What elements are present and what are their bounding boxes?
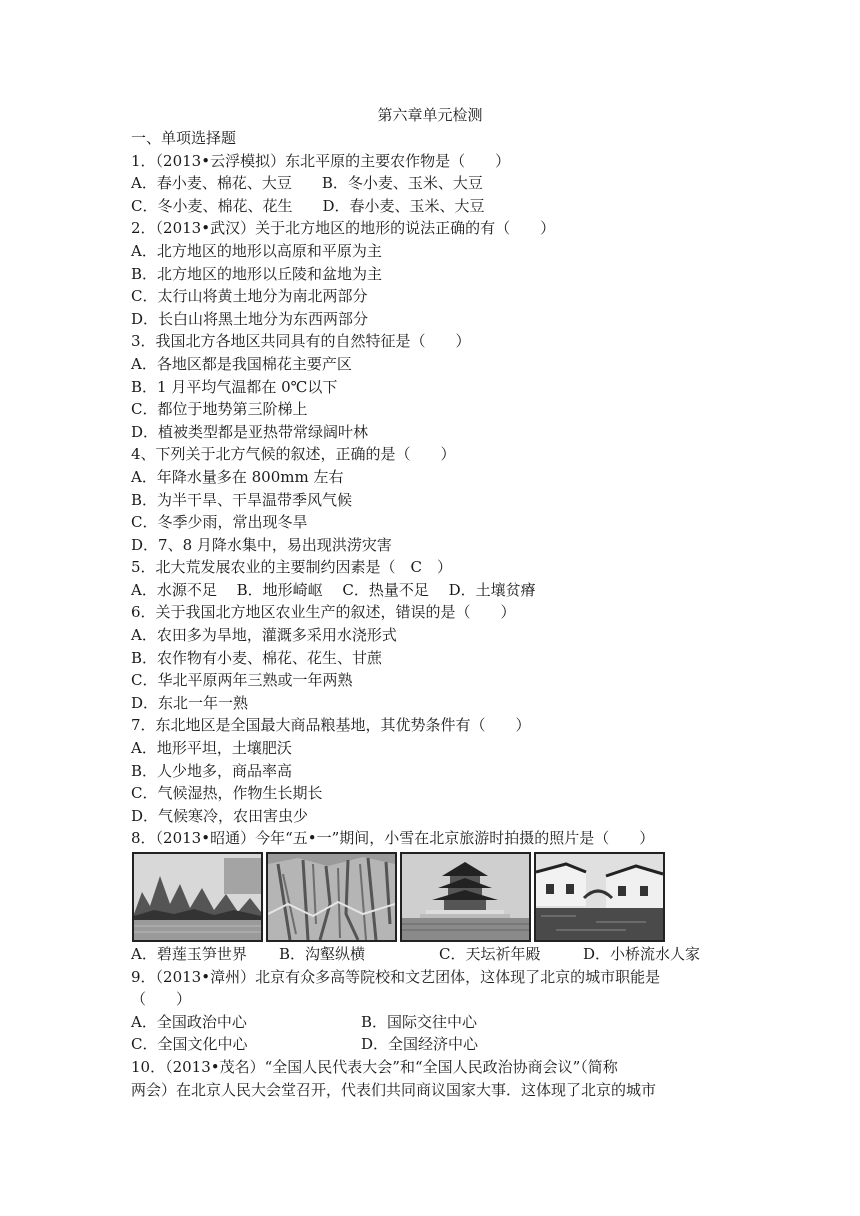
text-line: 1．（2013•云浮模拟）东北平原的主要农作物是（ ） <box>131 151 511 170</box>
question-9: 9．（2013•漳州）北京有众多高等院校和文艺团体，这体现了北京的城市职能是 <box>131 967 661 986</box>
text-line: B．农作物有小麦、棉花、花生、甘蔗 <box>131 648 383 667</box>
option-d-caption: D．小桥流水人家 <box>583 945 701 963</box>
text-line: A．北方地区的地形以高原和平原为主 <box>131 241 382 260</box>
water-town-photo <box>534 852 665 942</box>
option-c-caption: C．天坛祈年殿 <box>439 945 541 963</box>
page-title: 第六章单元检测 <box>377 106 483 124</box>
text-line: B．为半干旱、干旱温带季风气候 <box>131 490 353 509</box>
text-line: 2．（2013•武汉）关于北方地区的地形的说法正确的有（ ） <box>131 219 556 238</box>
question-10-continued: 两会）在北京人民大会堂召开，代表们共同商议国家大事．这体现了北京的城市 <box>131 1080 657 1099</box>
option-a-caption: A．碧莲玉笋世界 <box>131 945 247 963</box>
text-line: B．1 月平均气温都在 0℃以下 <box>131 377 338 396</box>
photo-row <box>132 852 741 942</box>
question-list <box>131 127 741 1101</box>
photo-captions <box>131 943 741 966</box>
text-line: A．水源不足 B．地形崎岖 C．热量不足 D．土壤贫瘠 <box>131 580 536 599</box>
text-line: C．气候湿热，作物生长期长 <box>131 784 323 803</box>
text-line: 4、下列关于北方气候的叙述，正确的是（ ） <box>131 445 456 464</box>
text-line: D．长白山将黑土地分为东西两部分 <box>131 309 369 328</box>
temple-of-heaven-photo <box>400 852 531 942</box>
text-line: A．春小麦、棉花、大豆 B．冬小麦、玉米、大豆 <box>131 174 483 193</box>
question-10: 10．（2013•茂名）“全国人民代表大会”和“全国人民政治协商会议”（简称 <box>131 1057 618 1076</box>
text-line: 8．（2013•昭通）今年“五•一”期间，小雪在北京旅游时拍摄的照片是（ ） <box>131 829 655 848</box>
option-c: C．全国文化中心 <box>131 1035 248 1054</box>
text-line: C．都位于地势第三阶梯上 <box>131 400 308 419</box>
text-line: B．人少地多，商品率高 <box>131 761 293 780</box>
question-9-blank: （ ） <box>131 990 192 1009</box>
section-heading: 一、单项选择题 <box>131 129 237 147</box>
text-line: A．各地区都是我国棉花主要产区 <box>131 354 352 373</box>
text-line: 7．东北地区是全国最大商品粮基地，其优势条件有（ ） <box>131 716 531 735</box>
text-line: A．地形平坦，土壤肥沃 <box>131 739 292 758</box>
text-line: B．北方地区的地形以丘陵和盆地为主 <box>131 264 383 283</box>
option-a: A．全国政治中心 <box>131 1012 247 1031</box>
text-line: 6．关于我国北方地区农业生产的叙述，错误的是（ ） <box>131 603 516 622</box>
text-line: D．气候寒冷，农田害虫少 <box>131 806 309 825</box>
text-line: C．冬小麦、棉花、花生 D．春小麦、玉米、大豆 <box>131 196 485 215</box>
text-line: D．东北一年一熟 <box>131 693 249 712</box>
text-line: 3．我国北方各地区共同具有的自然特征是（ ） <box>131 332 471 351</box>
text-line: C．华北平原两年三熟或一年两熟 <box>131 671 353 690</box>
text-line: D．植被类型都是亚热带常绿阔叶林 <box>131 422 369 441</box>
text-line: D．7、8 月降水集中，易出现洪涝灾害 <box>131 535 392 554</box>
text-line: C．冬季少雨，常出现冬旱 <box>131 513 308 532</box>
text-line: A．年降水量多在 800mm 左右 <box>131 467 344 486</box>
text-line: 5．北大荒发展农业的主要制约因素是（ C ） <box>131 558 453 577</box>
text-line: C．太行山将黄土地分为南北两部分 <box>131 287 368 306</box>
option-b-caption: B．沟壑纵横 <box>279 945 366 963</box>
question-9-options-row-2 <box>131 1033 741 1056</box>
question-9-options-row-1 <box>131 1011 741 1034</box>
loess-gullies-photo <box>266 852 397 942</box>
karst-landscape-photo <box>132 852 263 942</box>
option-b: B．国际交往中心 <box>361 1012 478 1031</box>
option-d: D．全国经济中心 <box>361 1035 479 1054</box>
text-line: A．农田多为旱地，灌溉多采用水浇形式 <box>131 626 397 645</box>
